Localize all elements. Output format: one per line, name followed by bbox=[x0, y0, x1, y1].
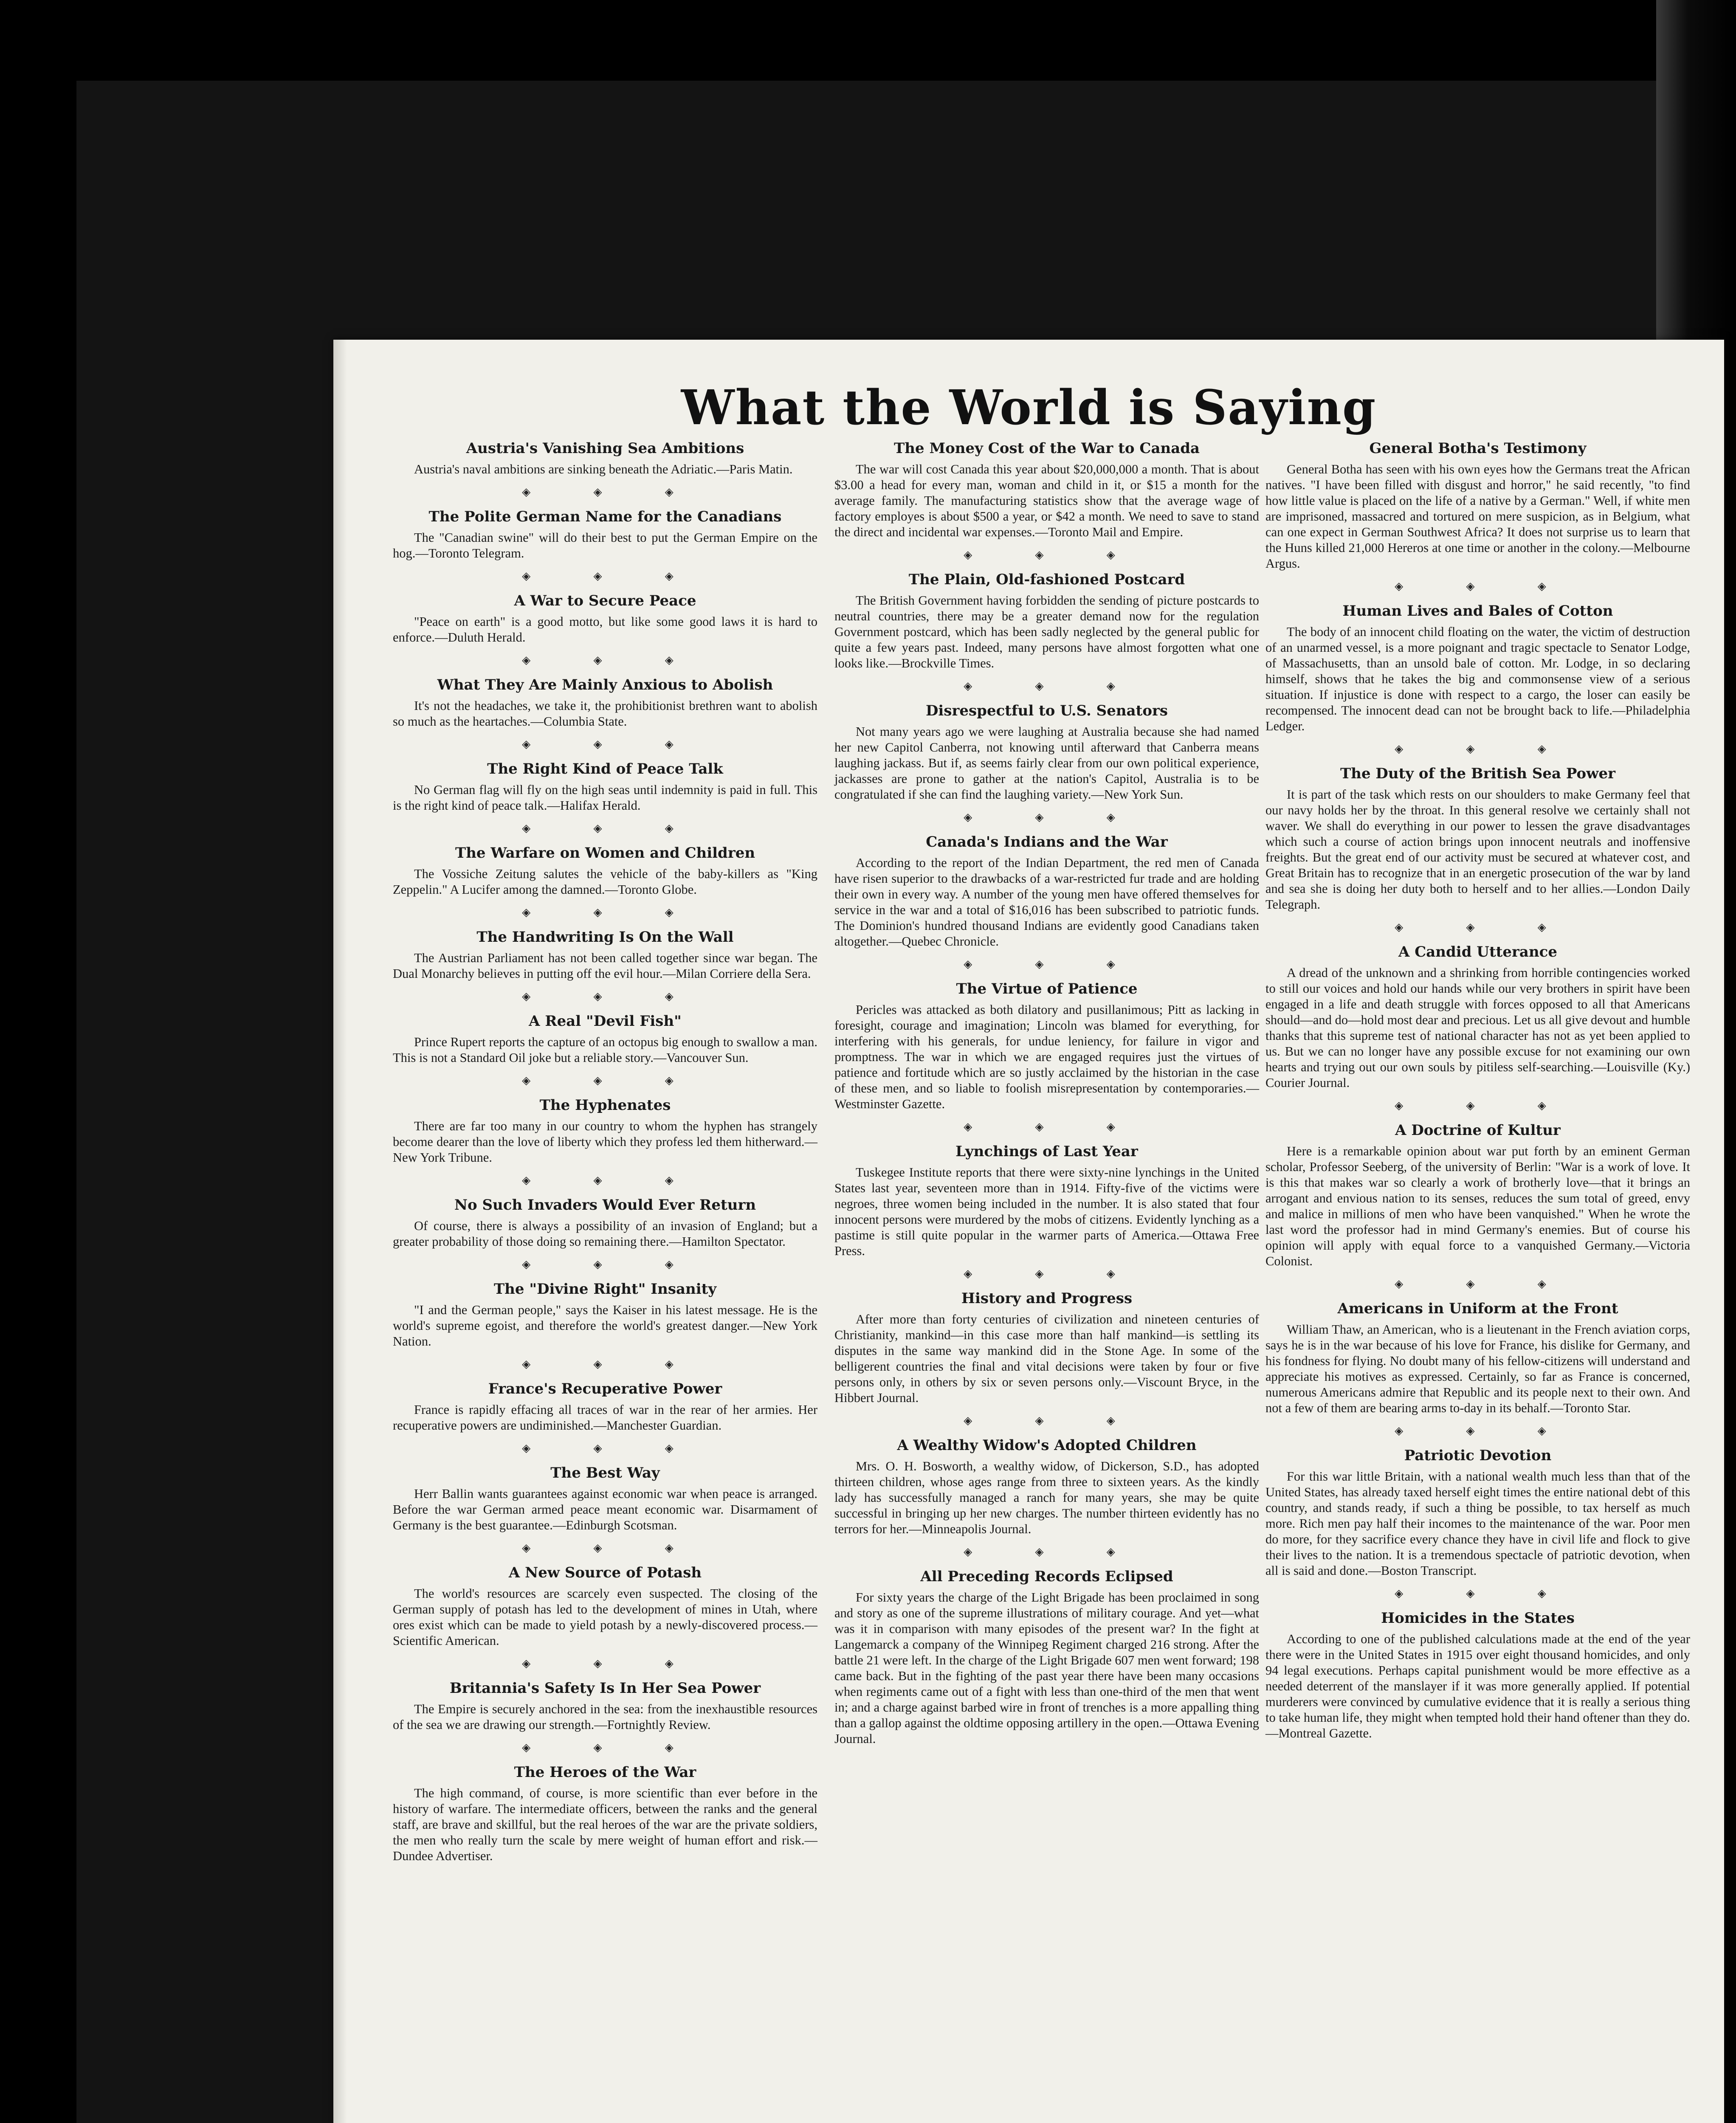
article-text: For sixty years the charge of the Light Brigade has been proclaimed in song and story as one of the supreme illustrations of military courage. And yet—what was it in comparison with many episodes of the present war? In the fight at Langemarck a company of the Winnipeg Regiment charged 216 strong. After the battle 21 were left. In the charge of the Light Brigade 607 men went forward; 198 came back. But in the fighting of the past year there have been many occasions when regiments came out of a fight with less than one-third of the men that went in; and a charge against barbed wire in front of trenches is a more appalling thing than a gallop against the oldtime opposing artillery in the open.—Ottawa Evening Journal. bbox=[834, 1590, 1259, 1746]
article bbox=[834, 980, 1259, 1112]
ornament-separator: ◈ ◈ ◈ bbox=[964, 1414, 1145, 1427]
article-text: It's not the headaches, we take it, the prohibitionist brethren want to abolish so much as the heartaches.—Columbia State. bbox=[393, 698, 817, 729]
ornament-separator: ◈ ◈ ◈ bbox=[522, 1741, 703, 1754]
article bbox=[393, 844, 817, 898]
article-heading: Homicides in the States bbox=[1381, 1610, 1575, 1627]
article-heading: A Wealthy Widow's Adopted Children bbox=[897, 1437, 1197, 1454]
ornament-separator: ◈ ◈ ◈ bbox=[1395, 921, 1576, 934]
article-text: According to one of the published calculations made at the end of the year there were in the United States in 1915 over eight thousand homicides, and only 94 legal executions. Perhaps capital punishment would be more effective as a needed deterrent of the manslayer if it was more generally applied. If potential murderers were convinced by cumulative evidence that it is really a serious thing to take human life, they might when tempted hold their hand oftener than they do.—Montreal Gazette. bbox=[1265, 1632, 1690, 1740]
article-heading: Britannia's Safety Is In Her Sea Power bbox=[449, 1680, 761, 1697]
article-heading: General Botha's Testimony bbox=[1369, 440, 1587, 457]
article-text: "I and the German people," says the Kaiser in his latest message. He is the world's supreme egoist, and therefore the world's greatest danger.—New York Nation. bbox=[393, 1303, 817, 1349]
ornament-separator: ◈ ◈ ◈ bbox=[522, 570, 703, 583]
ornament-separator: ◈ ◈ ◈ bbox=[522, 1542, 703, 1554]
article-heading: The Heroes of the War bbox=[514, 1764, 696, 1781]
article-text: The Austrian Parliament has not been called together since war began. The Dual Monarchy believes in putting off the evil hour.—Milan Corriere della Sera. bbox=[393, 951, 817, 981]
article bbox=[1265, 1447, 1690, 1579]
article bbox=[393, 1280, 817, 1349]
article-text: Here is a remarkable opinion about war put forth by an eminent German scholar, Professor Seeberg, of the university of Berlin: "War is a work of love. It is this that makes war so clearly a work of brotherly love—that it brings an arrogant and envious nation to its senses, reduces the sum total of greed, envy and malice in millions of men who have been vanquished." When he wrote the last word the professor had in mind Germany's enemies. But of course his opinion will apply with equal force to a vanquished Germany.—Victoria Colonist. bbox=[1265, 1144, 1690, 1268]
article bbox=[1265, 943, 1690, 1091]
article-heading: Human Lives and Bales of Cotton bbox=[1342, 603, 1613, 619]
article-heading: History and Progress bbox=[961, 1290, 1133, 1307]
article-text: William Thaw, an American, who is a lieutenant in the French aviation corps, says he is in the war because of his love for France, his dislike for Germany, and his fondness for flying. No doubt many of his fellow-citizens will understand and appreciate his motives as expressed. Certainly, so far as France is concerned, numerous Americans admire that Republic and its people next to their own. And not a few of them are bearing arms to-day in its behalf.—Toronto Star. bbox=[1265, 1322, 1690, 1415]
ornament-separator: ◈ ◈ ◈ bbox=[964, 680, 1145, 693]
article bbox=[1265, 1609, 1690, 1741]
article bbox=[393, 1196, 817, 1250]
article bbox=[393, 1096, 817, 1166]
article bbox=[1265, 1300, 1690, 1416]
article bbox=[1265, 439, 1690, 572]
article-heading: Americans in Uniform at the Front bbox=[1337, 1300, 1618, 1317]
article-text: The Vossiche Zeitung salutes the vehicle of the baby-killers as "King Zeppelin." A Lucifer among the damned.—Toronto Globe. bbox=[393, 867, 817, 897]
ornament-separator: ◈ ◈ ◈ bbox=[522, 1258, 703, 1271]
article bbox=[393, 1763, 817, 1864]
article-heading: The Polite German Name for the Canadians bbox=[428, 508, 782, 525]
article-text: "Peace on earth" is a good motto, but like some good laws it is hard to enforce.—Duluth Herald. bbox=[393, 614, 817, 645]
ornament-separator: ◈ ◈ ◈ bbox=[964, 1267, 1145, 1280]
article-heading: A Doctrine of Kultur bbox=[1395, 1122, 1561, 1139]
ornament-separator: ◈ ◈ ◈ bbox=[522, 906, 703, 919]
article-heading: The Plain, Old-fashioned Postcard bbox=[908, 571, 1185, 588]
article-text: A dread of the unknown and a shrinking from horrible contingencies worked to still our voices and hold our hands while our very brothers in spirit have been engaged in a life and death struggle with forces opposed to all that Americans should—and do—hold most dear and precious. Let us all give devout and humble thanks that this supreme test of national character has not as yet been applied to us. But we can no longer have any possible excuse for not examining our own hearts and trying out our own souls by pitiless self-searching.—Louisville (Ky.) Courier Journal. bbox=[1265, 966, 1690, 1090]
article-text: For this war little Britain, with a national wealth much less than that of the United States, has already taxed herself eight times the entire national debt of this country, and stands ready, if such a thing be possible, to tax herself as much more. Rich men pay half their incomes to the maintenance of the war. Poor men do more, for they sacrifice every chance they have in civil life and flock to give their lives to the nation. It is a tremendous spectacle of patriotic devotion, when all is said and done.—Boston Transcript. bbox=[1265, 1469, 1690, 1578]
column-2 bbox=[834, 439, 1259, 1755]
article bbox=[393, 508, 817, 561]
ornament-separator: ◈ ◈ ◈ bbox=[964, 1546, 1145, 1558]
article-text: Herr Ballin wants guarantees against economic war when peace is arranged. Before the war German armed peace meant economic war. Disarmament of Germany is the best guarantee.—Edinburgh Scotsman. bbox=[393, 1487, 817, 1532]
page-title: What the World is Saying bbox=[681, 380, 1377, 436]
article-text: The body of an innocent child floating on the water, the victim of destruction of an unarmed vessel, is a more poignant and tragic spectacle to Senator Lodge, of Massachusetts, than an unsold bale of cotton. Mr. Lodge, in so declaring himself, shows that he takes the big and commonsense view of a serious situation. If injustice is done with respect to a cargo, the loser can easily be recompensed. The innocent dead can not be brought back to life.—Philadelphia Ledger. bbox=[1265, 625, 1690, 733]
article-text: Tuskegee Institute reports that there were sixty-nine lynchings in the United States last year, seventeen more than in 1914. Fifty-five of the victims were negroes, three women being included in the number. It is also stated that four innocent persons were murdered by the mobs of citizens. Evidently lynching as a pastime is still quite popular in the warmer parts of America.—Ottawa Free Press. bbox=[834, 1165, 1259, 1258]
ornament-separator: ◈ ◈ ◈ bbox=[522, 1442, 703, 1455]
ornament-separator: ◈ ◈ ◈ bbox=[964, 811, 1145, 824]
article-text: The war will cost Canada this year about $20,000,000 a month. That is about $3.00 a head for every man, woman and child in it, or $15 a month for the average family. The manufacturing statistics show that the average wage of factory employes is about $500 a year, or $42 a month. We need to save to stand the direct and incidental war expenses.—Toronto Mail and Empire. bbox=[834, 462, 1259, 539]
article bbox=[834, 1143, 1259, 1259]
article-text: Pericles was attacked as both dilatory and pusillanimous; Pitt as lacking in foresight, courage and imagination; Lincoln was blamed for everything, for interfering with his generals, for undue leniency, for failure in vigor and promptness. The war in which we are engaged requires just the virtues of patience and fortitude which are so justly acclaimed by the historian in the case of these men, and so liable to foolish misrepresentation by contemporaries.—Westminster Gazette. bbox=[834, 1002, 1259, 1111]
article-heading: A War to Secure Peace bbox=[514, 592, 696, 609]
article-text: Austria's naval ambitions are sinking beneath the Adriatic.—Paris Matin. bbox=[414, 462, 793, 476]
article bbox=[1265, 1121, 1690, 1269]
article-heading: The Right Kind of Peace Talk bbox=[487, 760, 723, 777]
ornament-separator: ◈ ◈ ◈ bbox=[522, 1174, 703, 1187]
article bbox=[1265, 602, 1690, 734]
article-heading: Disrespectful to U.S. Senators bbox=[925, 702, 1168, 719]
article-text: General Botha has seen with his own eyes how the Germans treat the African natives. "I have been filled with disgust and horror," he said recently, "to find how little value is placed on the life of a native by a German." Well, if white men are imprisoned, massacred and tortured on mere suspicion, as in Belgium, what can one expect in German Southwest Africa? It does not surprise us to learn that the Huns killed 21,000 Hereros at one time or another in the colony.—Melbourne Argus. bbox=[1265, 462, 1690, 571]
article-text: Mrs. O. H. Bosworth, a wealthy widow, of Dickerson, S.D., has adopted thirteen children, whose ages range from three to sixteen years. As the kindly lady has successfully managed a ranch for many years, she may be quite successful in bringing up her new charges. The number thirteen evidently has no terrors for her.—Minneapolis Journal. bbox=[834, 1459, 1259, 1536]
article-heading: The Hyphenates bbox=[539, 1097, 671, 1114]
ornament-separator: ◈ ◈ ◈ bbox=[1395, 1587, 1576, 1600]
article-heading: All Preceding Records Eclipsed bbox=[920, 1568, 1173, 1585]
article bbox=[393, 676, 817, 729]
article bbox=[393, 1564, 817, 1649]
article-heading: Austria's Vanishing Sea Ambitions bbox=[466, 440, 744, 457]
ornament-separator: ◈ ◈ ◈ bbox=[522, 990, 703, 1003]
article bbox=[834, 439, 1259, 540]
ornament-separator: ◈ ◈ ◈ bbox=[1395, 1425, 1576, 1437]
article-heading: The Duty of the British Sea Power bbox=[1340, 765, 1616, 782]
article-text: Prince Rupert reports the capture of an octopus big enough to swallow a man. This is not a Standard Oil joke but a reliable story.—Vancouver Sun. bbox=[393, 1035, 817, 1065]
newspaper-page bbox=[333, 340, 1724, 2123]
ornament-separator: ◈ ◈ ◈ bbox=[522, 1358, 703, 1371]
article bbox=[393, 439, 817, 477]
article-heading: Patriotic Devotion bbox=[1404, 1447, 1552, 1464]
article-heading: The Money Cost of the War to Canada bbox=[893, 440, 1200, 457]
ornament-separator: ◈ ◈ ◈ bbox=[522, 1074, 703, 1087]
column-1 bbox=[393, 439, 817, 1872]
ornament-separator: ◈ ◈ ◈ bbox=[964, 958, 1145, 971]
column-3 bbox=[1265, 439, 1690, 1750]
article bbox=[393, 1464, 817, 1533]
ornament-separator: ◈ ◈ ◈ bbox=[522, 654, 703, 667]
ornament-separator: ◈ ◈ ◈ bbox=[1395, 1278, 1576, 1290]
article bbox=[834, 833, 1259, 949]
ornament-separator: ◈ ◈ ◈ bbox=[522, 822, 703, 835]
article bbox=[834, 702, 1259, 802]
article bbox=[393, 1679, 817, 1733]
article-text: Not many years ago we were laughing at Australia because she had named her new Capitol Canberra, not knowing until afterward that Canberra means laughing jackass. But if, as seems fairly clear from our own political experience, jackasses are prone to gather at the nation's Capitol, Australia is to be congratulated if she can find the laughing variety.—New York Sun. bbox=[834, 724, 1259, 802]
article-heading: The Warfare on Women and Children bbox=[455, 845, 755, 862]
article-heading: France's Recuperative Power bbox=[488, 1380, 722, 1397]
article-heading: No Such Invaders Would Ever Return bbox=[454, 1197, 756, 1214]
article-heading: Canada's Indians and the War bbox=[926, 833, 1168, 850]
article-text: After more than forty centuries of civilization and nineteen centuries of Christianity, mankind—in this case more than half mankind—is settling its disputes in the same way mankind did in the Stone Age. In some of the belligerent countries the final and vital decisions were taken by four or five persons only, in others by six or seven persons only.—Viscount Bryce, in the Hibbert Journal. bbox=[834, 1312, 1259, 1405]
article-heading: A New Source of Potash bbox=[508, 1564, 702, 1581]
article-heading: The Best Way bbox=[550, 1464, 660, 1481]
article-text: It is part of the task which rests on our shoulders to make Germany feel that our navy holds her by the throat. In this general resolve we certainly shall not waver. We shall do everything in our power to lessen the grave disadvantages which such a course of action brings upon innocent neutrals and inoffensive freights. But the great end of our activity must be secured at whatever cost, and Great Britain has to recognize that in an energetic prosecution of the war by land and sea she is doing her duty both to herself and to her allies.—London Daily Telegraph. bbox=[1265, 787, 1690, 912]
article-text: No German flag will fly on the high seas until indemnity is paid in full. This is the right kind of peace talk.—Halifax Herald. bbox=[393, 783, 817, 813]
article-text: There are far too many in our country to whom the hyphen has strangely become dearer than the love of liberty which they profess led them hitherward.—New York Tribune. bbox=[393, 1119, 817, 1165]
article bbox=[393, 928, 817, 982]
article-heading: The Handwriting Is On the Wall bbox=[476, 929, 734, 946]
article bbox=[393, 1012, 817, 1066]
article-text: According to the report of the Indian Department, the red men of Canada have risen superior to the drawbacks of a war-restricted fur trade and are holding their own in every way. A number of the young men have offered themselves for service in the war and a total of $16,016 has been subscribed to patriotic funds. The Dominion's hundred thousand Indians are evidently good Canadians taken altogether.—Quebec Chronicle. bbox=[834, 856, 1259, 949]
article-heading: What They Are Mainly Anxious to Abolish bbox=[437, 676, 773, 693]
article bbox=[834, 1436, 1259, 1537]
article-heading: The Virtue of Patience bbox=[956, 980, 1138, 997]
scan-border-top bbox=[0, 0, 1736, 81]
article bbox=[834, 571, 1259, 671]
article bbox=[393, 760, 817, 814]
article-text: Of course, there is always a possibility of an invasion of England; but a greater probability of those doing so remaining there.—Hamilton Spectator. bbox=[393, 1219, 817, 1249]
article bbox=[393, 1380, 817, 1433]
ornament-separator: ◈ ◈ ◈ bbox=[1395, 1099, 1576, 1112]
article bbox=[834, 1568, 1259, 1747]
ornament-separator: ◈ ◈ ◈ bbox=[522, 1657, 703, 1670]
article-text: The British Government having forbidden the sending of picture postcards to neutral countries, there may be a greater demand now for the regulation Government postcard, which has been sadly neglected by the general public for quite a few years past. Indeed, many persons have almost forgotten what one looks like.—Brockville Times. bbox=[834, 593, 1259, 670]
ornament-separator: ◈ ◈ ◈ bbox=[522, 738, 703, 751]
article bbox=[1265, 765, 1690, 912]
ornament-separator: ◈ ◈ ◈ bbox=[1395, 743, 1576, 755]
ornament-separator: ◈ ◈ ◈ bbox=[964, 1121, 1145, 1133]
article-text: The "Canadian swine" will do their best to put the German Empire on the hog.—Toronto Telegram. bbox=[393, 530, 817, 560]
ornament-separator: ◈ ◈ ◈ bbox=[522, 486, 703, 498]
article-heading: Lynchings of Last Year bbox=[955, 1143, 1138, 1160]
article bbox=[834, 1290, 1259, 1406]
article bbox=[393, 592, 817, 645]
article-text: The world's resources are scarcely even suspected. The closing of the German supply of potash has led to the development of mines in Utah, where ores exist which can be made to yield potash by a newly-discovered process.—Scientific American. bbox=[393, 1586, 817, 1648]
article-heading: A Real "Devil Fish" bbox=[529, 1013, 682, 1030]
ornament-separator: ◈ ◈ ◈ bbox=[964, 549, 1145, 561]
ornament-separator: ◈ ◈ ◈ bbox=[1395, 580, 1576, 593]
page-fold-shadow bbox=[333, 340, 347, 2123]
article-heading: The "Divine Right" Insanity bbox=[493, 1281, 717, 1298]
article-text: France is rapidly effacing all traces of war in the rear of her armies. Her recuperative powers are undiminished.—Manchester Guardian. bbox=[393, 1402, 817, 1433]
article-heading: A Candid Utterance bbox=[1398, 943, 1558, 960]
article-text: The high command, of course, is more scientific than ever before in the history of warfare. The intermediate officers, between the ranks and the general staff, are brave and skillful, but the real heroes of the war are the private soldiers, the men who really turn the scale by mere weight of human effort and risk.—Dundee Advertiser. bbox=[393, 1786, 817, 1863]
article-text: The Empire is securely anchored in the sea: from the inexhaustible resources of the sea we are drawing our strength.—Fortnightly Review. bbox=[393, 1702, 817, 1732]
scan-border-left bbox=[0, 0, 76, 2123]
